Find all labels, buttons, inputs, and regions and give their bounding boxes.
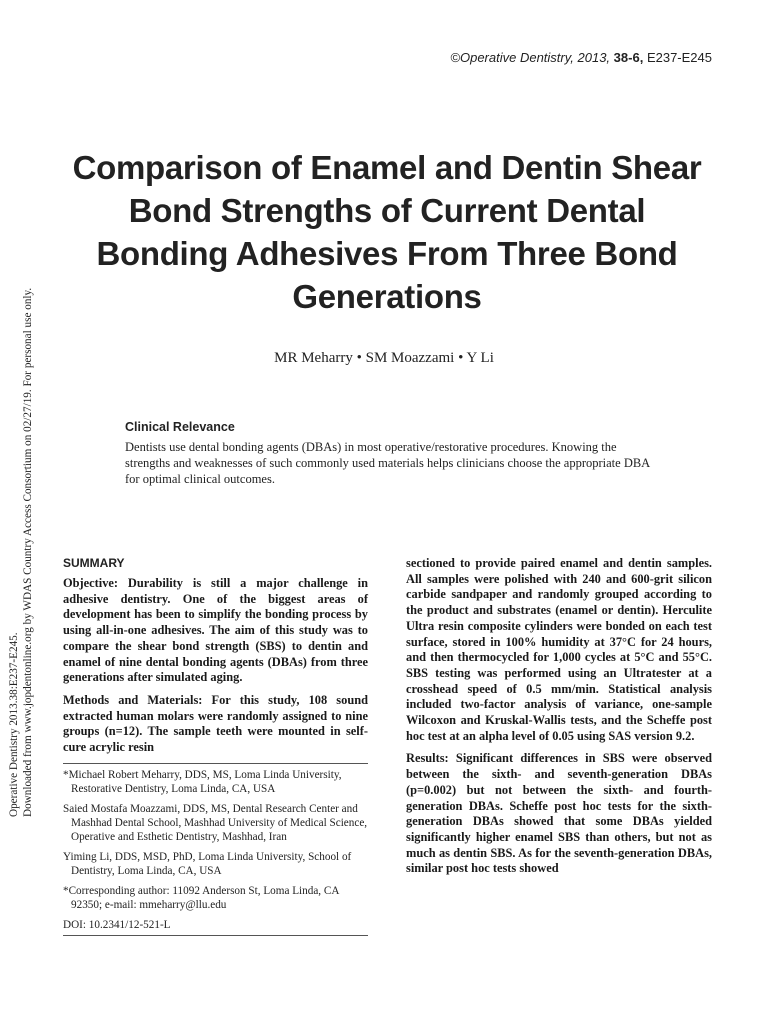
download-notice-line: Downloaded from www.jopdentonline.org by WDAS Country Access Consortium on 02/27/19. For personal use only.: [21, 287, 34, 817]
footnote-divider: [63, 935, 368, 936]
summary-results: Results: Significant differences in SBS were observed between the sixth- and seventh-generation DBAs (p=0.002) but not between the sixth- and fourth-generation DBAs. Scheffe post hoc tests for the sixth-generation DBAs showed that some DBAs yielded significantly higher enamel SBS than others, but not as much as dentin SBS. As for the seventh-generation DBAs, similar post hoc tests showed: [406, 751, 712, 876]
download-notice: [8, 197, 35, 817]
author-footnotes: [63, 763, 368, 936]
summary-heading: SUMMARY: [63, 556, 125, 570]
clinical-relevance-heading: Clinical Relevance: [125, 420, 235, 434]
copyright-mark: ©: [450, 50, 460, 65]
footnote-author: *Michael Robert Meharry, DDS, MS, Loma Linda University, Restorative Dentistry, Loma Linda, CA, USA: [63, 768, 342, 795]
article-title: Comparison of Enamel and Dentin Shear Bond Strengths of Current Dental Bonding Adhesives From Three Bond Generations: [72, 149, 702, 315]
left-column: [63, 556, 368, 936]
summary-objective: Objective: Durability is still a major challenge in adhesive dentistry. One of the biggest areas of development has been to simplify the bonding process by using all-in-one adhesives. The aim of this study was to compare the shear bond strength (SBS) to dentin and enamel of nine dental bonding agents (DBAs) from three generations after simulated aging.: [63, 576, 368, 685]
author-list: MR Meharry • SM Moazzami • Y Li: [274, 350, 494, 366]
footnote-author: Yiming Li, DDS, MSD, PhD, Loma Linda University, School of Dentistry, Loma Linda, CA, USA: [63, 850, 352, 877]
journal-pages: E237-E245: [646, 50, 712, 65]
clinical-relevance-text: Dentists use dental bonding agents (DBAs) in most operative/restorative procedures. Knowing the strengths and weaknesses of such commonly used materials helps clinicians choose the appropriate DBA for optimal clinical outcomes.: [125, 440, 650, 486]
footnote-author: Saied Mostafa Moazzami, DDS, MS, Dental Research Center and Mashhad Dental School, Mashhad University of Medical Science, Operative and Esthetic Dentistry, Mashhad, Iran: [63, 802, 368, 843]
journal-volume: 38-6,: [613, 50, 644, 65]
footnote-corresponding: *Corresponding author: 11092 Anderson St, Loma Linda, CA 92350; e-mail: mmeharry@llu.edu: [63, 884, 339, 911]
journal-header: [450, 50, 712, 65]
summary-methods: Methods and Materials: For this study, 108 sound extracted human molars were randomly assigned to nine groups (n=12). The sample teeth were mounted in self-cure acrylic resin: [63, 692, 368, 755]
summary-methods-continued: sectioned to provide paired enamel and dentin samples. All samples were polished with 240 and 600-grit silicon carbide sandpaper and randomly grouped according to the product and substrates (enamel or dentin). Herculite Ultra resin composite cylinders were bonded on each test surface, stored in 100% humidity at 37°C for 24 hours, and then thermocycled for 1,000 cycles at 5°C and 55°C. SBS testing was performed using an Ultratester at a crosshead speed of 0.5 mm/min. Statistical analysis included two-factor analysis of variance, one-sample Wilcoxon and Kruskal-Wallis tests, and the Scheffe post hoc test at an alpha level of 0.05 using SAS version 9.2.: [406, 556, 712, 743]
doi: DOI: 10.2341/12-521-L: [63, 918, 171, 931]
download-notice-line: Operative Dentistry 2013.38:E237-E245.: [8, 632, 20, 817]
right-column: [406, 556, 712, 884]
journal-name: Operative Dentistry, 2013,: [459, 50, 611, 65]
